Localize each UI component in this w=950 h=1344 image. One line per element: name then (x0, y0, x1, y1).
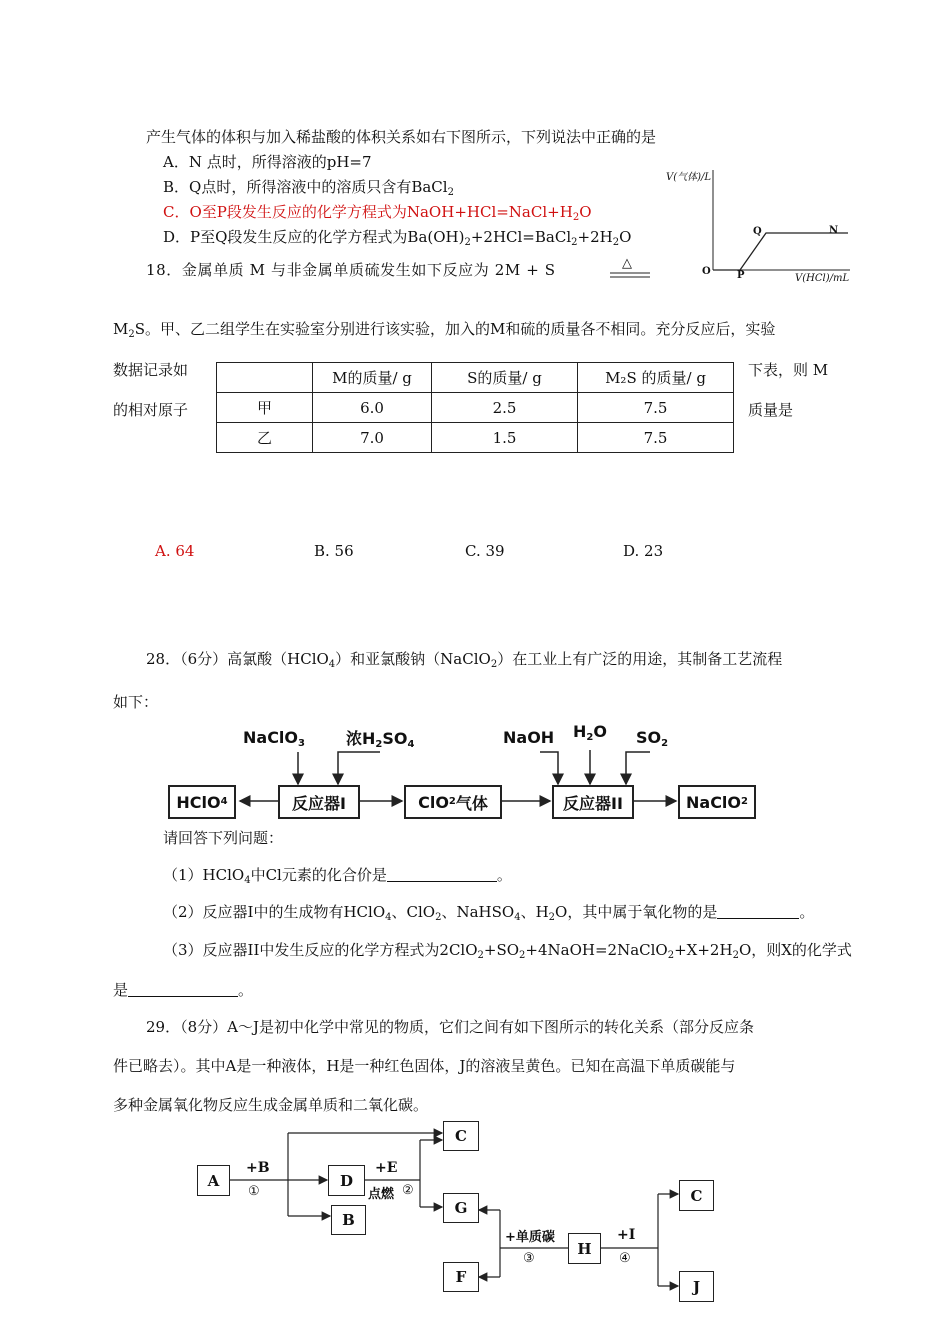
q18-condition: △ (622, 256, 632, 271)
subscript: 3 (298, 738, 305, 749)
answer-blank[interactable] (128, 982, 238, 997)
table-header-cell (217, 363, 313, 393)
node-f: F (443, 1262, 479, 1292)
sub3-text5: O，则X的化学式 (738, 941, 852, 959)
label-text: SO (636, 728, 662, 747)
sub1-end: 。 (496, 866, 512, 884)
subscript: 2 (612, 237, 620, 248)
table-header-cell: S的质量/ g (432, 363, 578, 393)
subscript: 4 (328, 659, 336, 670)
table-cell: 2.5 (432, 393, 578, 423)
sub1-text2: 中Cl元素的化合价是 (250, 866, 387, 884)
q28-sub3 (163, 940, 852, 960)
sub2-text2: 、ClO (391, 903, 436, 921)
subscript: 2 (572, 212, 580, 223)
label-text: H (573, 722, 587, 741)
sub2-text3: 、NaHSO (441, 903, 515, 921)
node-j: J (679, 1271, 714, 1302)
subscript: 2 (477, 950, 484, 961)
label-text: SO (382, 729, 408, 748)
node-c-top: C (443, 1121, 479, 1151)
sub2-end: 。 (799, 903, 815, 921)
sub3-text2: +SO (483, 941, 520, 959)
subscript: 4 (244, 875, 251, 886)
subscript: 2 (128, 329, 135, 340)
sub3-text: （3）反应器II中发生反应的化学方程式为2ClO (163, 941, 478, 959)
sub3-end: 。 (238, 981, 254, 999)
flow-label-h2so4 (346, 726, 414, 749)
q28-line1-text2: ）和亚氯酸钠（NaClO (335, 650, 491, 668)
table-header-cell: M的质量/ g (313, 363, 432, 393)
node-a: A (197, 1165, 230, 1196)
graph-origin: O (702, 266, 711, 277)
graph-curve (713, 233, 848, 270)
q17-option-c-text: C．O至P段发生反应的化学方程式为NaOH+HCl=NaCl+H (163, 203, 573, 221)
q18-option-b: B. 56 (314, 542, 354, 560)
graph-x-label: V(HCl)/mL (795, 273, 850, 284)
q28-sub3-line2 (113, 980, 253, 1000)
sub2-text5: O，其中属于氧化物的是 (555, 903, 718, 921)
q17-option-d (163, 227, 631, 247)
q18-right1: 下表，则 M (748, 361, 829, 379)
node-c-right: C (679, 1180, 714, 1211)
label-step-2: ② (402, 1183, 414, 1198)
flow-label-naoh: NaOH (503, 728, 555, 747)
q17-option-b-text: B．Q点时，所得溶液中的溶质只含有BaCl (163, 178, 448, 196)
subscript: 2 (548, 912, 556, 923)
flow-box-naclo2: NaClO 2 (678, 785, 756, 819)
q18-data-table (216, 362, 734, 453)
label-text: NaClO (243, 728, 299, 747)
table-header-row (217, 363, 734, 393)
q17-option-c (163, 202, 592, 222)
q28-sub2 (163, 902, 814, 922)
q18-line2-text: S。甲、乙二组学生在实验室分别进行该实验，加入的M和硫的质量各不相同。充分反应后，实验 (134, 320, 776, 338)
box-text: 气体 (455, 793, 488, 813)
answer-blank[interactable] (717, 904, 799, 919)
sub3-line2-text: 是 (113, 981, 129, 999)
node-h: H (568, 1233, 601, 1264)
subscript: 2 (586, 732, 594, 743)
q18-left1: 数据记录如 (113, 361, 189, 379)
graph-point-q: Q (753, 226, 762, 237)
q18-line1: 18．金属单质 M 与非金属单质硫发生如下反应为 2M + S (146, 261, 556, 279)
subscript: 4 (385, 912, 392, 923)
q17-option-d-text4: O (619, 228, 632, 246)
table-cell: 7.5 (578, 423, 734, 453)
q17-option-a: A．N 点时，所得溶液的pH=7 (163, 153, 372, 171)
table-cell: 7.5 (578, 393, 734, 423)
subscript: 4 (514, 912, 521, 923)
q28-line1-text3: ）在工业上有广泛的用途，其制备工艺流程 (497, 650, 783, 668)
q18-line2-m: M (113, 320, 129, 338)
label-text: O (593, 722, 607, 741)
table-header-cell: M₂S 的质量/ g (578, 363, 734, 393)
subscript: 2 (375, 739, 383, 750)
label-step-4: ④ (619, 1251, 631, 1266)
sub1-text: （1）HClO (163, 866, 245, 884)
subscript: 2 (447, 187, 454, 198)
subscript: 2 (435, 912, 442, 923)
subscript: 2 (667, 950, 675, 961)
q18-right2: 质量是 (748, 401, 794, 419)
q18-line2 (113, 319, 775, 339)
q18-option-d: D. 23 (623, 542, 664, 560)
q28-sub1 (163, 865, 512, 885)
subscript: 2 (571, 237, 578, 248)
q28-line2: 如下： (113, 693, 159, 711)
table-cell: 7.0 (313, 423, 432, 453)
subscript: 2 (464, 237, 471, 248)
label-ignite: 点燃 (368, 1187, 395, 1202)
graph-point-p: P (737, 270, 745, 281)
graph-y-label: V(气体)/L (666, 172, 712, 183)
sub2-text4: 、H (520, 903, 549, 921)
subscript: 4 (407, 739, 415, 750)
label-plus-i: +I (617, 1227, 636, 1243)
label-step-1: ① (248, 1184, 260, 1199)
sub3-text4: +X+2H (674, 941, 733, 959)
box-text: NaClO (686, 792, 742, 812)
q17-option-d-text3: +2H (577, 228, 613, 246)
subscript: 2 (490, 659, 498, 670)
label-plus-carbon: +单质碳 (505, 1230, 555, 1245)
table-cell: 1.5 (432, 423, 578, 453)
flow-label-so2 (636, 728, 668, 747)
q17-option-b (163, 177, 454, 197)
q17-option-c-end: O (579, 203, 592, 221)
box-text: HClO (176, 792, 221, 812)
q18-left2: 的相对原子 (113, 401, 189, 419)
graph-point-n: N (829, 225, 839, 236)
label-plus-b: +B (246, 1160, 270, 1176)
node-d: D (328, 1165, 365, 1196)
subscript: 2 (732, 950, 739, 961)
q17-option-d-text2: +2HCl=BaCl (470, 228, 572, 246)
flow-box-clo2: ClO 2 气体 (404, 785, 502, 819)
table-row (217, 423, 734, 453)
table-cell: 甲 (217, 393, 313, 423)
answer-blank[interactable] (387, 867, 497, 882)
subscript: 2 (519, 950, 526, 961)
table-cell: 6.0 (313, 393, 432, 423)
label-step-3: ③ (523, 1251, 535, 1266)
table-cell: 乙 (217, 423, 313, 453)
q18-option-a: A. 64 (155, 542, 195, 560)
q17-option-d-text: D．P至Q段发生反应的化学方程式为Ba(OH) (163, 228, 465, 246)
node-b: B (331, 1205, 366, 1235)
q28-line1 (146, 649, 782, 669)
sub3-text3: +4NaOH=2NaClO (525, 941, 668, 959)
table-row (217, 393, 734, 423)
node-g: G (443, 1193, 479, 1223)
flow-label-h2o (573, 722, 607, 741)
q29-line2: 件已略去）。其中A是一种液体，H是一种红色固体，J的溶液呈黄色。已知在高温下单质碳能与 (113, 1057, 736, 1075)
q29-line3: 多种金属氧化物反应生成金属单质和二氧化碳。 (113, 1096, 429, 1114)
q29-line1: 29．（8分）A～J是初中化学中常见的物质，它们之间有如下图所示的转化关系（部分反应条 (146, 1018, 754, 1036)
label-plus-e: +E (375, 1160, 398, 1176)
q28-line1-text: 28．（6分）高氯酸（HClO (146, 650, 329, 668)
sub2-text: （2）反应器I中的生成物有HClO (163, 903, 386, 921)
subscript: 2 (661, 738, 669, 749)
flow-box-hclo4: HClO 4 (168, 785, 236, 819)
q28-ask: 请回答下列问题： (163, 829, 284, 847)
box-text: ClO (418, 792, 449, 812)
flow-box-reactor2: 反应器II (552, 785, 634, 819)
q18-option-c: C. 39 (465, 542, 505, 560)
q17-intro: 产生气体的体积与加入稀盐酸的体积关系如右下图所示，下列说法中正确的是 (146, 128, 657, 146)
flow-box-reactor1: 反应器I (278, 785, 360, 819)
flow-label-naclo3 (243, 728, 305, 747)
label-text: 浓H (346, 729, 376, 748)
